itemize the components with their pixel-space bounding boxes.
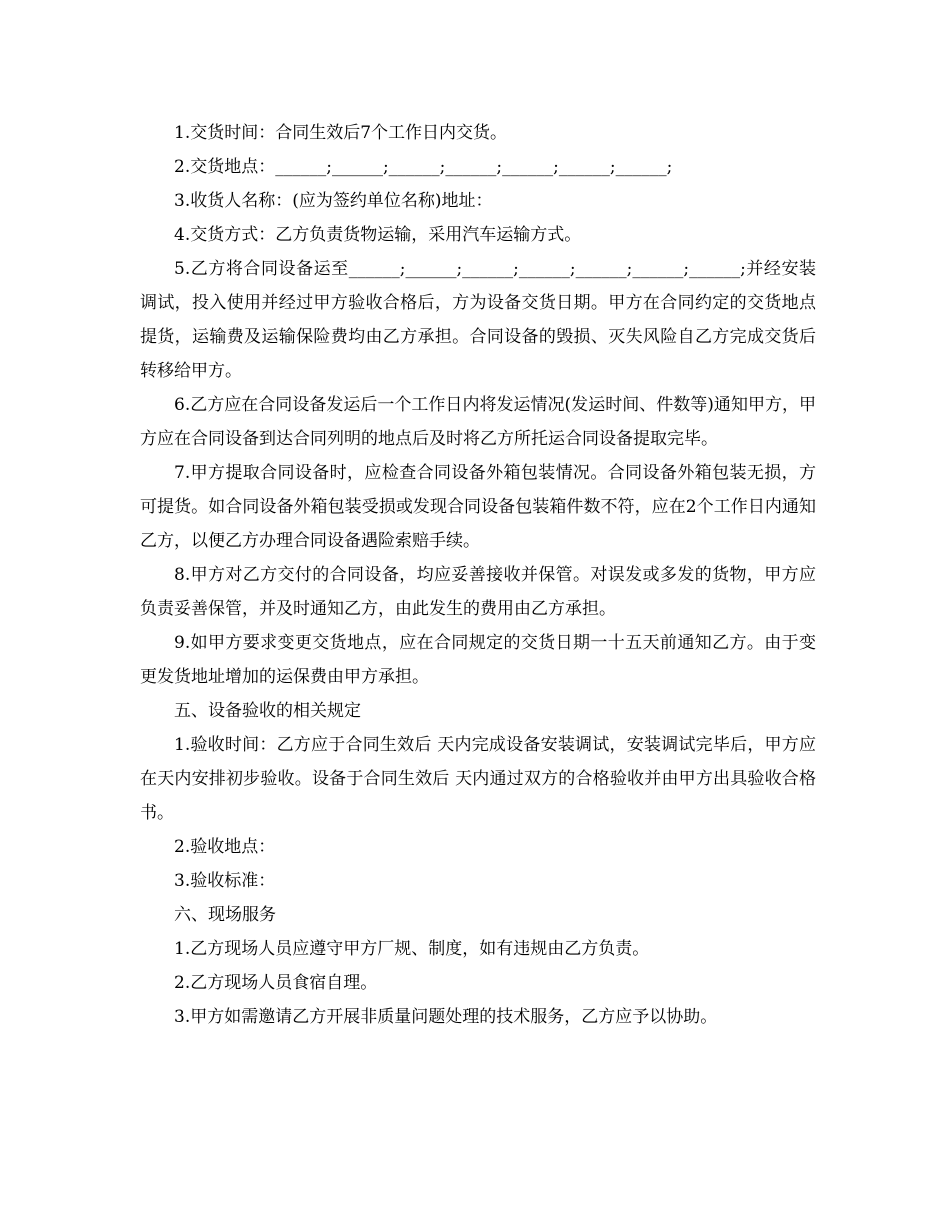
paragraph-onsite-lodging: 2.乙方现场人员食宿自理。 — [174, 973, 378, 993]
paragraph-acceptance-standard: 3.验收标准： — [174, 871, 276, 891]
paragraph-acceptance-location: 2.验收地点： — [174, 837, 276, 857]
paragraph-acceptance-time: 1.验收时间：乙方应于合同生效后 天内完成设备安装调试，安装调试完毕后，甲方应在天内安排初步验收。设备于合同生效后 天内通过双方的合格验收并由甲方出具验收合格书。 — [140, 735, 816, 823]
paragraph-shipping-notice: 6.乙方应在合同设备发运后一个工作日内将发运情况(发运时间、件数等)通知甲方，甲方应在合同设备到达合同列明的地点后及时将乙方所托运合同设备提取完毕。 — [140, 395, 816, 449]
paragraph-delivery-location: 2.交货地点：______;______;______;______;______;______;______; — [174, 157, 673, 177]
paragraph-consignee: 3.收货人名称：(应为签约单位名称)地址： — [174, 191, 493, 211]
paragraph-transport-destination: 5.乙方将合同设备运至______;______;______;______;______;______;______;并经安装调试，投入使用并经过甲方验收合格后，方为设备交货日期。甲方在合同约定的交货地点提货，运输费及运输保险费均由乙方承担。合同设备的毁损、灭失风险自乙方完成交货后转移给甲方。 — [140, 259, 816, 381]
paragraph-delivery-time: 1.交货时间：合同生效后7个工作日内交货。 — [174, 123, 508, 143]
section-heading-acceptance: 五、设备验收的相关规定 — [174, 701, 361, 721]
paragraph-package-inspection: 7.甲方提取合同设备时，应检查合同设备外箱包装情况。合同设备外箱包装无损，方可提货。如合同设备外箱包装受损或发现合同设备包装箱件数不符，应在2个工作日内通知乙方，以便乙方办理合同设备遇险索赔手续。 — [140, 463, 816, 551]
section-heading-onsite-service: 六、现场服务 — [174, 905, 276, 925]
paragraph-location-change: 9.如甲方要求变更交货地点，应在合同规定的交货日期一十五天前通知乙方。由于变更发货地址增加的运保费由甲方承担。 — [140, 633, 816, 687]
paragraph-delivery-method: 4.交货方式：乙方负责货物运输，采用汽车运输方式。 — [174, 225, 582, 245]
paragraph-technical-service: 3.甲方如需邀请乙方开展非质量问题处理的技术服务，乙方应予以协助。 — [174, 1007, 718, 1027]
paragraph-onsite-rules: 1.乙方现场人员应遵守甲方厂规、制度，如有违规由乙方负责。 — [174, 939, 650, 959]
document-body — [140, 116, 816, 1034]
paragraph-receipt-storage: 8.甲方对乙方交付的合同设备，均应妥善接收并保管。对误发或多发的货物，甲方应负责妥善保管，并及时通知乙方，由此发生的费用由乙方承担。 — [140, 565, 816, 619]
